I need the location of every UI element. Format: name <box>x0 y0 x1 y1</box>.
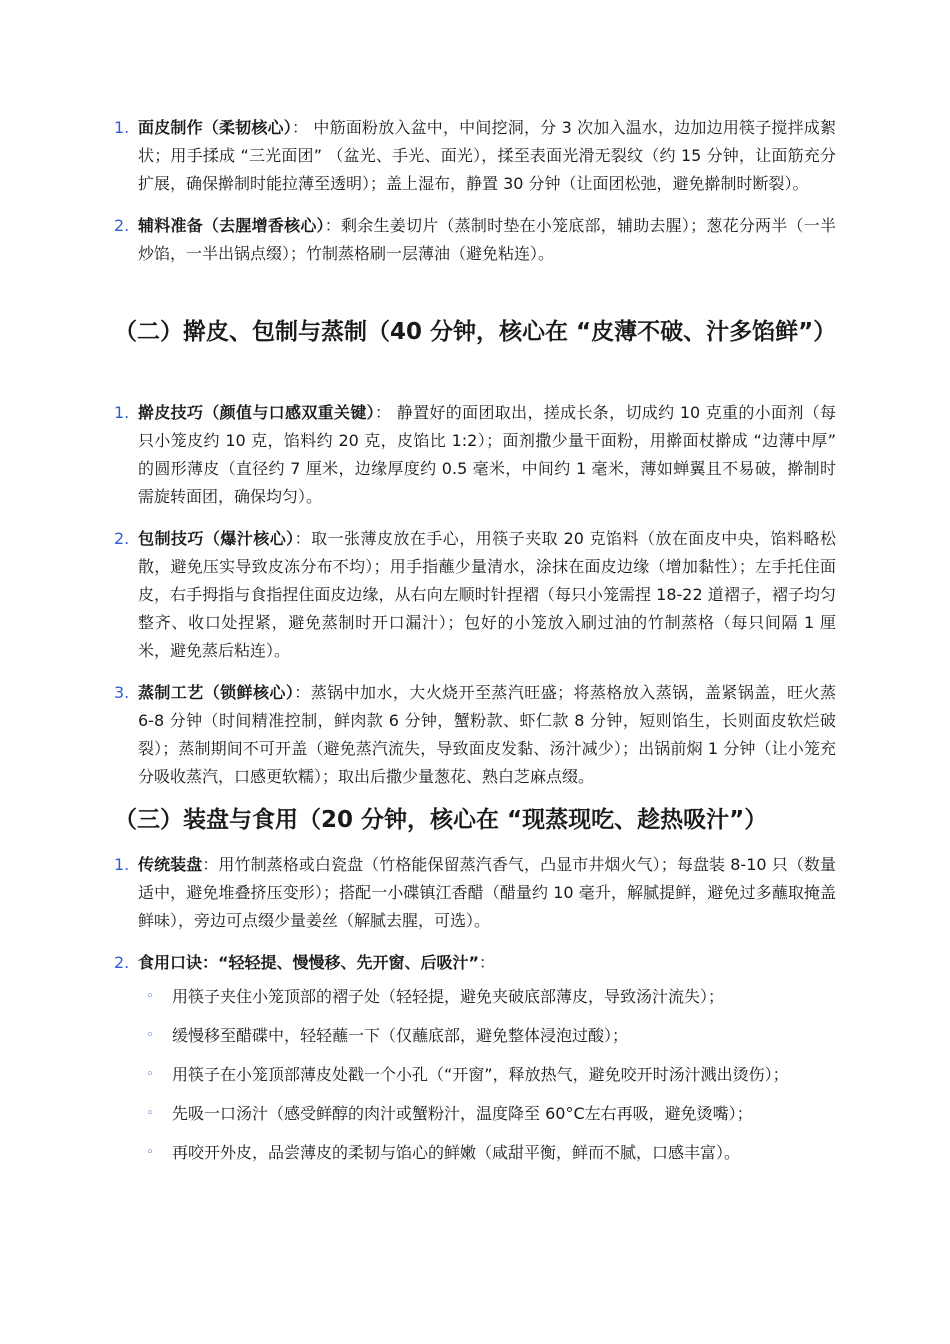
item-body: ：蒸锅中加水，大火烧开至蒸汽旺盛；将蒸格放入蒸锅，盖紧锅盖，旺火蒸 6-8 分钟（时间精准控制，鲜肉款 6 分钟，蟹粉款、虾仁款 8 分钟，短则馅生，长则面皮软烂破裂）；蒸制期间不可开盖（避免蒸汽流失，导致面皮发黏、汤汁减少）；出锅前焖 1 分钟（让小笼充分吸收蒸汽，口感更软糯）；取出后撒少量葱花、熟白芝麻点缀。 <box>138 683 836 786</box>
list-item <box>114 114 836 198</box>
list-item <box>114 212 836 268</box>
bullet-icon: ◦ <box>146 989 154 1004</box>
bullet-icon: ◦ <box>146 1145 154 1160</box>
section2-list <box>114 399 836 791</box>
list-item <box>146 983 836 1011</box>
item-title: 包制技巧（爆汁核心） <box>138 529 295 548</box>
item-title: 蒸制工艺（锁鲜核心） <box>138 683 295 702</box>
step-text: 缓慢移至醋碟中，轻轻蘸一下（仅蘸底部，避免整体浸泡过酸）； <box>172 1026 629 1045</box>
item-body: ：取一张薄皮放在手心，用筷子夹取 20 克馅料（放在面皮中央，馅料略松散，避免压实导致皮冻分布不均）；用手指蘸少量清水，涂抹在面皮边缘（增加黏性）；左手托住面皮，右手拇指与食指捏住面皮边缘，从右向左顺时针捏褶（每只小笼需捏 18-22 道褶子，褶子均匀整齐、收口处捏紧，避免蒸制时开口漏汁）；包好的小笼放入刷过油的竹制蒸格（每只间隔 1 厘米，避免蒸后粘连）。 <box>138 529 836 660</box>
item-body: ：用竹制蒸格或白瓷盘（竹格能保留蒸汽香气，凸显市井烟火气）；每盘装 8-10 只（数量适中，避免堆叠挤压变形）；搭配一小碟镇江香醋（醋量约 10 毫升，解腻提鲜，避免过多蘸取掩盖鲜味），旁边可点缀少量姜丝（解腻去腥，可选）。 <box>138 855 836 930</box>
item-body: ： <box>479 953 496 972</box>
section-heading-2: （二）擀皮、包制与蒸制（40 分钟，核心在 “皮薄不破、汁多馅鲜”） <box>114 319 837 345</box>
eating-steps-list <box>146 983 836 1167</box>
list-item <box>114 399 836 511</box>
section-heading-3: （三）装盘与食用（20 分钟，核心在 “现蒸现吃、趁热吸汁”） <box>114 807 768 833</box>
bullet-icon: ◦ <box>146 1106 154 1121</box>
list-number: 1. <box>114 403 130 422</box>
bullet-icon: ◦ <box>146 1028 154 1043</box>
item-body: ：剩余生姜切片（蒸制时垫在小笼底部，辅助去腥）；葱花分两半（一半炒馅，一半出锅点缀）；竹制蒸格刷一层薄油（避免粘连）。 <box>138 216 836 263</box>
list-item <box>114 949 836 977</box>
step-text: 再咬开外皮，品尝薄皮的柔韧与馅心的鲜嫩（咸甜平衡，鲜而不腻，口感丰富）。 <box>172 1143 741 1162</box>
item-title: 传统装盘 <box>138 855 203 874</box>
list-item <box>146 1100 836 1128</box>
step-text: 用筷子夹住小笼顶部的褶子处（轻轻提，避免夹破底部薄皮，导致汤汁流失）； <box>172 987 725 1006</box>
item-title: 食用口诀：“轻轻提、慢慢移、先开窗、后吸汁” <box>138 953 480 972</box>
list-item <box>146 1022 836 1050</box>
list-number: 2. <box>114 529 130 548</box>
item-body: ： 中筋面粉放入盆中，中间挖洞，分 3 次加入温水，边加边用筷子搅拌成絮状；用手揉成 “三光面团” （盆光、手光、面光），揉至表面光滑无裂纹（约 15 分钟，让面筋充分扩展，确保擀制时能拉薄至透明）；盖上湿布，静置 30 分钟（让面团松弛，避免擀制时断裂）。 <box>138 118 836 193</box>
list-number: 2. <box>114 216 130 235</box>
section3-list <box>114 851 836 977</box>
list-number: 1. <box>114 855 130 874</box>
item-title: 辅料准备（去腥增香核心） <box>138 216 325 235</box>
list-number: 1. <box>114 118 130 137</box>
step-text: 用筷子在小笼顶部薄皮处戳一个小孔（“开窗”，释放热气，避免咬开时汤汁溅出烫伤）； <box>172 1065 789 1084</box>
item-title: 擀皮技巧（颜值与口感双重关键） <box>138 403 376 422</box>
list-item <box>114 851 836 935</box>
list-number: 2. <box>114 953 130 972</box>
section1-list <box>114 114 836 268</box>
list-item <box>114 679 836 791</box>
step-text: 先吸一口汤汁（感受鲜醇的肉汁或蟹粉汁，温度降至 60°C左右再吸，避免烫嘴）； <box>172 1104 753 1123</box>
list-item <box>146 1061 836 1089</box>
list-item <box>146 1139 836 1167</box>
list-item <box>114 525 836 665</box>
item-body: ： 静置好的面团取出，搓成长条，切成约 10 克重的小面剂（每只小笼皮约 10 克，馅料约 20 克，皮馅比 1:2）；面剂撒少量干面粉，用擀面杖擀成 “边薄中厚” 的圆形薄皮（直径约 7 厘米，边缘厚度约 0.5 毫米，中间约 1 毫米，薄如蝉翼且不易破，擀制时需旋转面团，确保均匀）。 <box>138 403 836 506</box>
list-number: 3. <box>114 683 130 702</box>
bullet-icon: ◦ <box>146 1067 154 1082</box>
item-title: 面皮制作（柔韧核心） <box>138 118 292 137</box>
